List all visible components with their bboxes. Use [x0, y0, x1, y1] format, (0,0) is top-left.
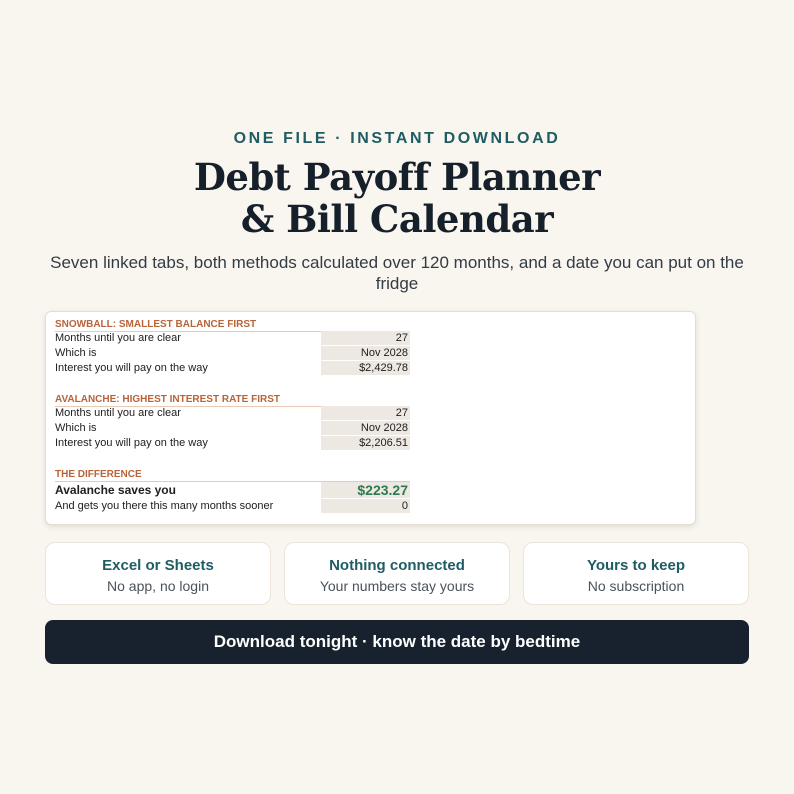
- row-label: And gets you there this many months sooner: [55, 500, 274, 512]
- row-label: Avalanche saves you: [55, 483, 176, 497]
- avalanche-row-interest: [55, 436, 410, 451]
- row-label: Interest you will pay on the way: [55, 437, 208, 449]
- avalanche-heading: AVALANCHE: HIGHEST INTEREST RATE FIRST: [55, 393, 410, 407]
- title-line-1: Debt Payoff Planner: [193, 155, 601, 199]
- feature-subtitle: No subscription: [587, 578, 685, 594]
- feature-title: Excel or Sheets: [102, 557, 214, 574]
- feature-subtitle: Your numbers stay yours: [319, 578, 475, 594]
- feature-card-ownership: [523, 542, 749, 605]
- feature-subtitle: No app, no login: [107, 578, 209, 594]
- feature-card-privacy: [284, 542, 510, 605]
- row-value: $2,429.78: [321, 361, 410, 376]
- subtitle: Seven linked tabs, both methods calculated over 120 months, and a date you can put on the fridge: [50, 253, 744, 293]
- row-label: Which is: [55, 347, 97, 359]
- row-label: Interest you will pay on the way: [55, 362, 208, 374]
- difference-row-savings: [55, 482, 410, 499]
- snowball-row-months: [55, 331, 410, 346]
- row-label: Months until you are clear: [55, 407, 181, 419]
- snowball-row-date: [55, 346, 410, 361]
- title-line-2: & Bill Calendar: [240, 197, 554, 241]
- row-value: Nov 2028: [321, 421, 410, 436]
- savings-value: $223.27: [321, 482, 410, 499]
- feature-title: Yours to keep: [586, 557, 686, 574]
- feature-title: Nothing connected: [329, 557, 465, 574]
- snowball-row-interest: [55, 361, 410, 376]
- page-title: [0, 156, 794, 240]
- spreadsheet-preview: [45, 311, 696, 525]
- row-label: Which is: [55, 422, 97, 434]
- row-value: 0: [321, 499, 410, 514]
- row-value: Nov 2028: [321, 346, 410, 361]
- difference-row-months: [55, 499, 410, 514]
- row-value: 27: [321, 406, 410, 421]
- download-button[interactable]: Download tonight · know the date by bedtime: [45, 620, 749, 664]
- avalanche-row-date: [55, 421, 410, 436]
- row-value: 27: [321, 331, 410, 346]
- feature-card-excel: [45, 542, 271, 605]
- difference-heading: THE DIFFERENCE: [55, 468, 410, 482]
- avalanche-row-months: [55, 406, 410, 421]
- row-value: $2,206.51: [321, 436, 410, 451]
- snowball-heading: SNOWBALL: SMALLEST BALANCE FIRST: [55, 318, 410, 332]
- row-label: Months until you are clear: [55, 332, 181, 344]
- eyebrow-text: ONE FILE · INSTANT DOWNLOAD: [233, 130, 561, 147]
